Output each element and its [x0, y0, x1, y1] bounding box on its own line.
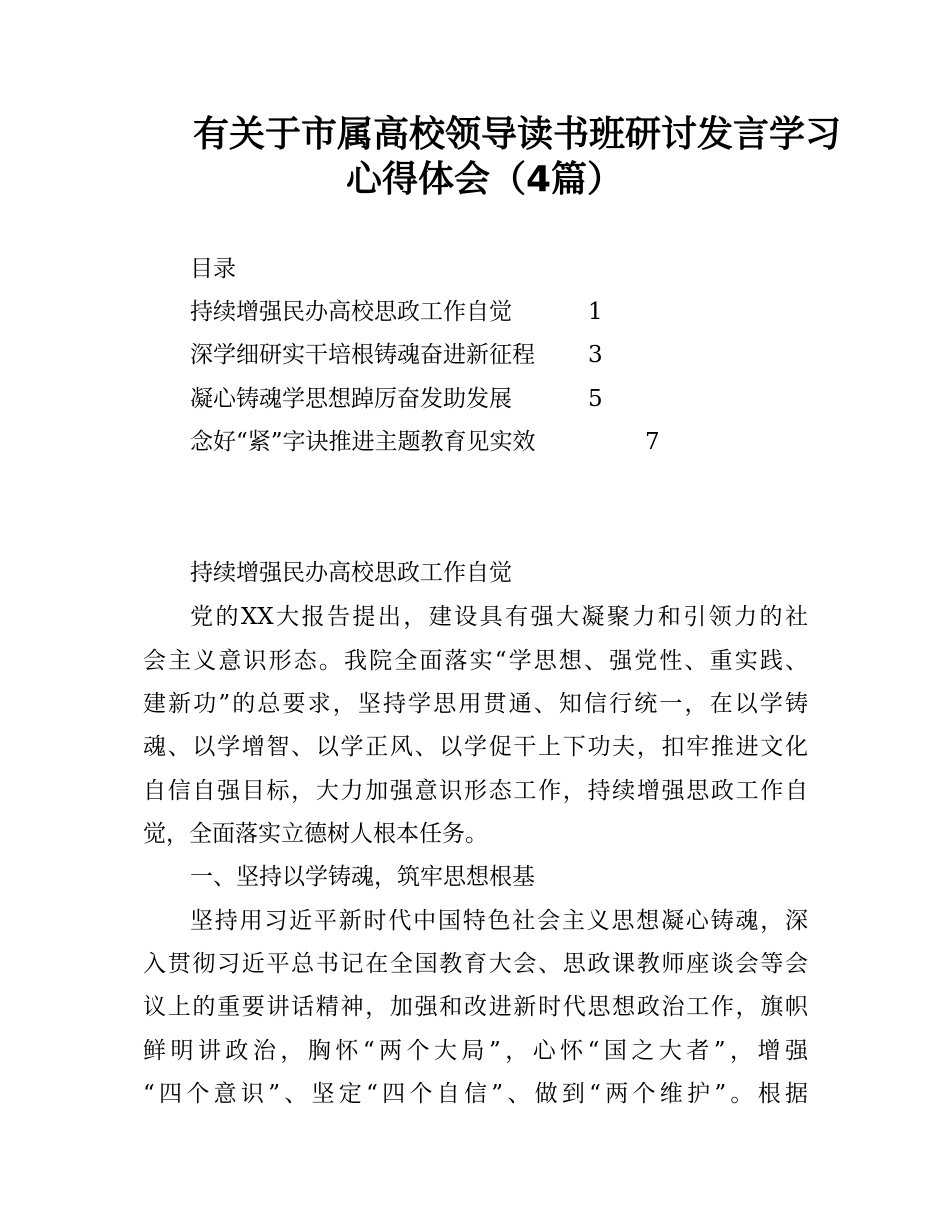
paragraph-line: 党的XX大报告提出，建设具有强大凝聚力和引领力的社	[190, 604, 808, 630]
section-heading: 一、坚持以学铸魂，筑牢思想根基	[190, 864, 535, 890]
paragraph-line: 建新功”的总要求，坚持学思用贯通、知信行统一，在以学铸	[143, 691, 808, 717]
toc-item[interactable]	[190, 339, 750, 371]
paragraph-line: 鲜明讲政治，胸怀“两个大局”，心怀“国之大者”，增强	[143, 1038, 808, 1064]
toc-item[interactable]	[190, 426, 750, 458]
paragraph-line: 议上的重要讲话精神，加强和改进新时代思想政治工作，旗帜	[143, 994, 808, 1020]
toc-item[interactable]	[190, 383, 750, 415]
paragraph-line: 入贯彻习近平总书记在全国教育大会、思政课教师座谈会等会	[143, 951, 808, 977]
toc-item-page-number: 7	[645, 429, 660, 455]
toc-item-title: 凝心铸魂学思想踔厉奋发助发展	[190, 386, 512, 412]
toc-item-page-number: 1	[588, 299, 603, 325]
article-heading: 持续增强民办高校思政工作自觉	[190, 560, 512, 586]
toc-item-page-number: 3	[588, 342, 603, 368]
toc-heading: 目录	[190, 256, 236, 282]
toc-item-title: 深学细研实干培根铸魂奋进新征程	[190, 342, 535, 368]
paragraph-line: 自信自强目标，大力加强意识形态工作，持续增强思政工作自	[143, 778, 808, 804]
paragraph-line: 觉，全面落实立德树人根本任务。	[143, 821, 488, 847]
paragraph-line: 会主义意识形态。我院全面落实“学思想、强党性、重实践、	[143, 648, 808, 674]
paragraph-line: 魂、以学增智、以学正风、以学促干上下功夫，扣牢推进文化	[143, 734, 808, 760]
toc-item-title: 持续增强民办高校思政工作自觉	[190, 299, 512, 325]
document-title-line-2: 心得体会（4篇）	[346, 159, 624, 200]
toc-item[interactable]	[190, 296, 750, 328]
toc-item-title: 念好“紧”字诀推进主题教育见实效	[190, 429, 536, 455]
document-title-line-1: 有关于市属高校领导读书班研讨发言学习	[193, 114, 842, 155]
paragraph-line: 坚持用习近平新时代中国特色社会主义思想凝心铸魂，深	[190, 908, 808, 934]
paragraph-line: “四个意识”、坚定“四个自信”、做到“两个维护”。根据	[143, 1081, 808, 1107]
toc-item-page-number: 5	[588, 386, 603, 412]
